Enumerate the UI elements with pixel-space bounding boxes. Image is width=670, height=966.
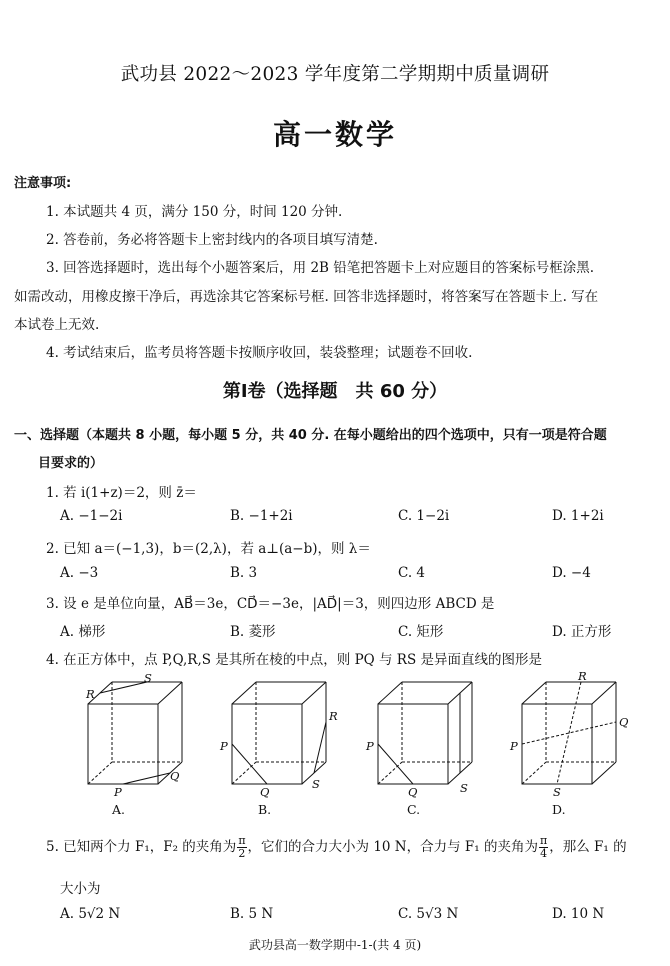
figure-label-c: C.: [407, 802, 421, 817]
q5-stem-part1: 5. 已知两个力 F₁，F₂ 的夹角为: [46, 839, 237, 855]
cube-d-label-p: P: [510, 739, 518, 753]
q1-option-b: B. −1+2i: [230, 508, 293, 524]
q1-option-d: D. 1+2i: [552, 508, 604, 524]
figure-label-d: D.: [552, 802, 566, 817]
q1-option-a: A. −1−2i: [60, 508, 123, 524]
q4-stem: 4. 在正方体中，点 P,Q,R,S 是其所在棱的中点，则 PQ 与 RS 是异面直线的图形是: [46, 652, 543, 668]
q5-frac2-den: 4: [540, 847, 548, 860]
q1-options: [60, 508, 620, 526]
cube-d-label-q: Q: [619, 715, 629, 729]
cube-b-label-r: R: [329, 709, 338, 723]
q5-stem-part3: ，那么 F₁ 的: [549, 839, 627, 855]
cube-c-label-q: Q: [408, 785, 418, 799]
q3-option-a: A. 梯形: [60, 624, 106, 640]
q2-option-a: A. −3: [60, 565, 99, 581]
q3-options: [60, 620, 620, 638]
notice-title: 注意事项:: [14, 176, 72, 191]
exam-header: 武功县 2022～2023 学年度第二学期期中质量调研: [120, 64, 550, 85]
subject-title: 高一数学: [272, 118, 397, 151]
q5-frac2-num: π: [539, 834, 548, 847]
q1-option-c: C. 1−2i: [398, 508, 450, 524]
cube-b-label-q: Q: [260, 785, 270, 799]
cube-a-label-s: S: [144, 672, 152, 685]
cube-c-label-p: P: [366, 739, 374, 753]
q2-option-c: C. 4: [398, 565, 426, 581]
q2-option-b: B. 3: [230, 565, 258, 581]
notice-item-1: 1. 本试题共 4 页，满分 150 分，时间 120 分钟.: [46, 204, 343, 220]
q5-stem-line2: 大小为: [60, 881, 101, 897]
cube-a-label-p: P: [114, 785, 122, 799]
q5-option-a: A. 5√2 N: [60, 906, 121, 922]
cube-figure-a: [78, 672, 190, 802]
q1-stem: 1. 若 i(1+z)＝2，则 z̄＝: [46, 485, 197, 501]
q3-option-b: B. 菱形: [230, 624, 276, 640]
part1-heading: 一、选择题（本题共 8 小题，每小题 5 分，共 40 分. 在每小题给出的四个选项中，只有一项是符合题: [14, 428, 607, 443]
q3-option-d: D. 正方形: [552, 624, 612, 640]
q2-stem: 2. 已知 a＝(−1,3)，b＝(2,λ)，若 a⊥(a−b)，则 λ＝: [46, 541, 371, 557]
q3-stem: 3. 设 e 是单位向量，AB⃗＝3e，CD⃗＝−3e，|AD⃗|＝3，则四边形 ABCD 是: [46, 596, 495, 612]
notice-item-2: 2. 答卷前，务必将答题卡上密封线内的各项目填写清楚.: [46, 232, 378, 248]
cube-d-label-r: R: [578, 672, 587, 683]
cube-a-label-q: Q: [170, 769, 180, 783]
cube-b-label-s: S: [312, 777, 320, 791]
q5-stem: [46, 835, 627, 860]
page-footer: 武功县高一数学期中-1-(共 4 页): [248, 938, 422, 952]
q5-frac1-den: 2: [238, 847, 246, 860]
q5-options: [60, 906, 620, 924]
q5-frac1-num: π: [238, 834, 246, 847]
q5-option-b: B. 5 N: [230, 906, 274, 922]
figure-label-a: A.: [112, 802, 126, 817]
notice-item-3-end: 本试卷上无效.: [14, 317, 100, 333]
cube-figure-d: [508, 672, 638, 802]
cube-a-label-r: R: [86, 687, 95, 701]
figure-label-b: B.: [258, 802, 272, 817]
notice-item-3-cont: 如需改动，用橡皮擦干净后，再选涂其它答案标号框. 回答非选择题时，将答案写在答题卡上. 写在: [14, 289, 599, 305]
cube-c-label-s: S: [460, 781, 468, 795]
q3-option-c: C. 矩形: [398, 624, 444, 640]
q5-stem-part2: ，它们的合力大小为 10 N，合力与 F₁ 的夹角为: [247, 839, 538, 855]
section-title: 第Ⅰ卷（选择题 共 60 分）: [222, 381, 448, 402]
q2-options: [60, 565, 620, 583]
q2-option-d: D. −4: [552, 565, 591, 581]
q5-fraction-2: [539, 835, 548, 860]
q5-option-d: D. 10 N: [552, 906, 605, 922]
cube-figure-c: [364, 672, 474, 802]
q5-option-c: C. 5√3 N: [398, 906, 459, 922]
notice-item-4: 4. 考试结束后，监考员将答题卡按顺序收回，装袋整理；试题卷不回收.: [46, 345, 473, 361]
cube-figure-b: [218, 672, 343, 802]
q5-fraction-1: [237, 835, 246, 860]
notice-item-3: 3. 回答选择题时，选出每个小题答案后，用 2B 铅笔把答题卡上对应题目的答案标号框涂黑.: [46, 260, 595, 276]
cube-d-label-s: S: [553, 785, 561, 799]
part1-heading-cont: 目要求的）: [38, 456, 104, 471]
cube-b-label-p: P: [220, 739, 228, 753]
